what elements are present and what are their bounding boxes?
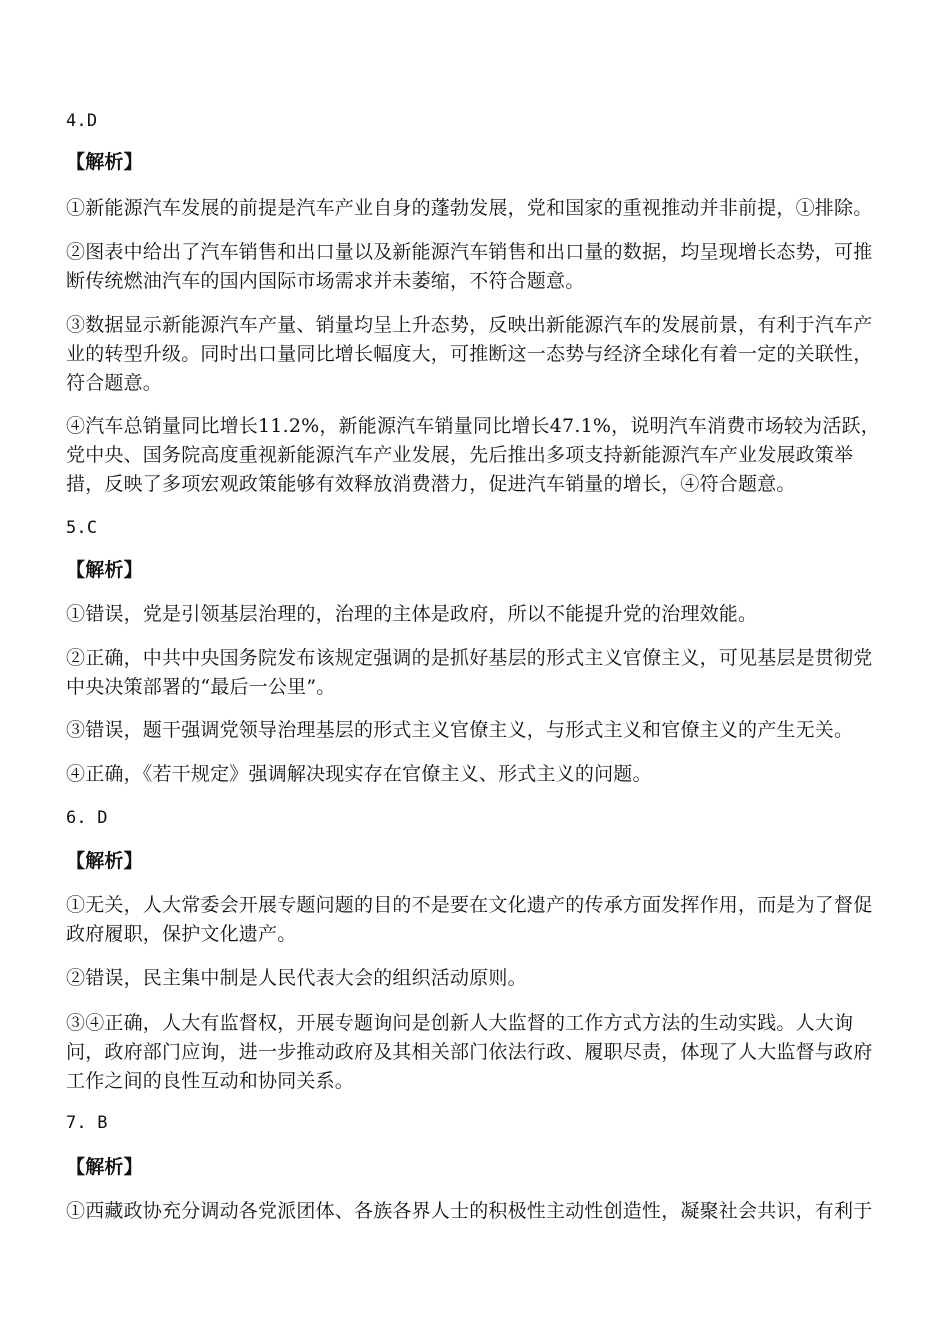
q5-para4: ④正确，《若干规定》强调解决现实存在官僚主义、形式主义的问题。 [66, 763, 652, 785]
q5-para2-line2: 中央决策部署的“最后一公里”。 [66, 676, 336, 698]
q4-para4-line3: 措，反映了多项宏观政策能够有效释放消费潜力，促进汽车销量的增长，④符合题意。 [66, 473, 796, 495]
q7-answer-number: 7. B [66, 1113, 108, 1133]
q6-answer-number: 6. D [66, 808, 108, 828]
q6-para1-line1: ①无关，人大常委会开展专题问题的目的不是要在文化遗产的传承方面发挥作用，而是为了督促 [66, 894, 873, 916]
q5-analysis-heading: 【解析】 [66, 559, 143, 581]
q4-para1: ①新能源汽车发展的前提是汽车产业自身的蓬勃发展，党和国家的重视推动并非前提，①排除。 [66, 197, 873, 219]
q6-para2: ②错误，民主集中制是人民代表大会的组织活动原则。 [66, 967, 527, 989]
q4-analysis-heading: 【解析】 [66, 151, 143, 173]
q4-para3-line3: 符合题意。 [66, 372, 163, 394]
q5-para1: ①错误，党是引领基层治理的，治理的主体是政府，所以不能提升党的治理效能。 [66, 603, 758, 625]
q5-para3: ③错误，题干强调党领导治理基层的形式主义官僚主义，与形式主义和官僚主义的产生无关。 [66, 719, 854, 741]
q6-para3-line3: 工作之间的良性互动和协同关系。 [66, 1070, 355, 1092]
q6-para3-line2: 问，政府部门应询，进一步推动政府及其相关部门依法行政、履职尽责，体现了人大监督与政府 [66, 1041, 873, 1063]
q5-answer-number: 5.C [66, 518, 98, 538]
q4-para4-line1: ④汽车总销量同比增长11.2%，新能源汽车销量同比增长47.1%，说明汽车消费市场较为活跃， [66, 415, 880, 437]
q6-para1-line2: 政府履职，保护文化遗产。 [66, 923, 297, 945]
q4-para2-line2: 断传统燃油汽车的国内国际市场需求并未萎缩，不符合题意。 [66, 270, 585, 292]
q4-para3-line1: ③数据显示新能源汽车产量、销量均呈上升态势，反映出新能源汽车的发展前景，有利于汽车产 [66, 314, 873, 336]
q7-analysis-heading: 【解析】 [66, 1156, 143, 1178]
q5-para2-line1: ②正确，中共中央国务院发布该规定强调的是抓好基层的形式主义官僚主义，可见基层是贯彻党 [66, 647, 873, 669]
q4-para2-line1: ②图表中给出了汽车销售和出口量以及新能源汽车销售和出口量的数据，均呈现增长态势，可推 [66, 241, 873, 263]
q7-para1-line1: ①西藏政协充分调动各党派团体、各族各界人士的积极性主动性创造性，凝聚社会共识，有利于 [66, 1200, 873, 1222]
q4-para4-line2: 党中央、国务院高度重视新能源汽车产业发展，先后推出多项支持新能源汽车产业发展政策举 [66, 444, 854, 466]
q4-para3-line2: 业的转型升级。同时出口量同比增长幅度大，可推断这一态势与经济全球化有着一定的关联性， [66, 343, 873, 365]
q6-analysis-heading: 【解析】 [66, 850, 143, 872]
q4-answer-number: 4.D [66, 111, 98, 131]
q6-para3-line1: ③④正确，人大有监督权，开展专题询问是创新人大监督的工作方式方法的生动实践。人大询 [66, 1012, 854, 1034]
